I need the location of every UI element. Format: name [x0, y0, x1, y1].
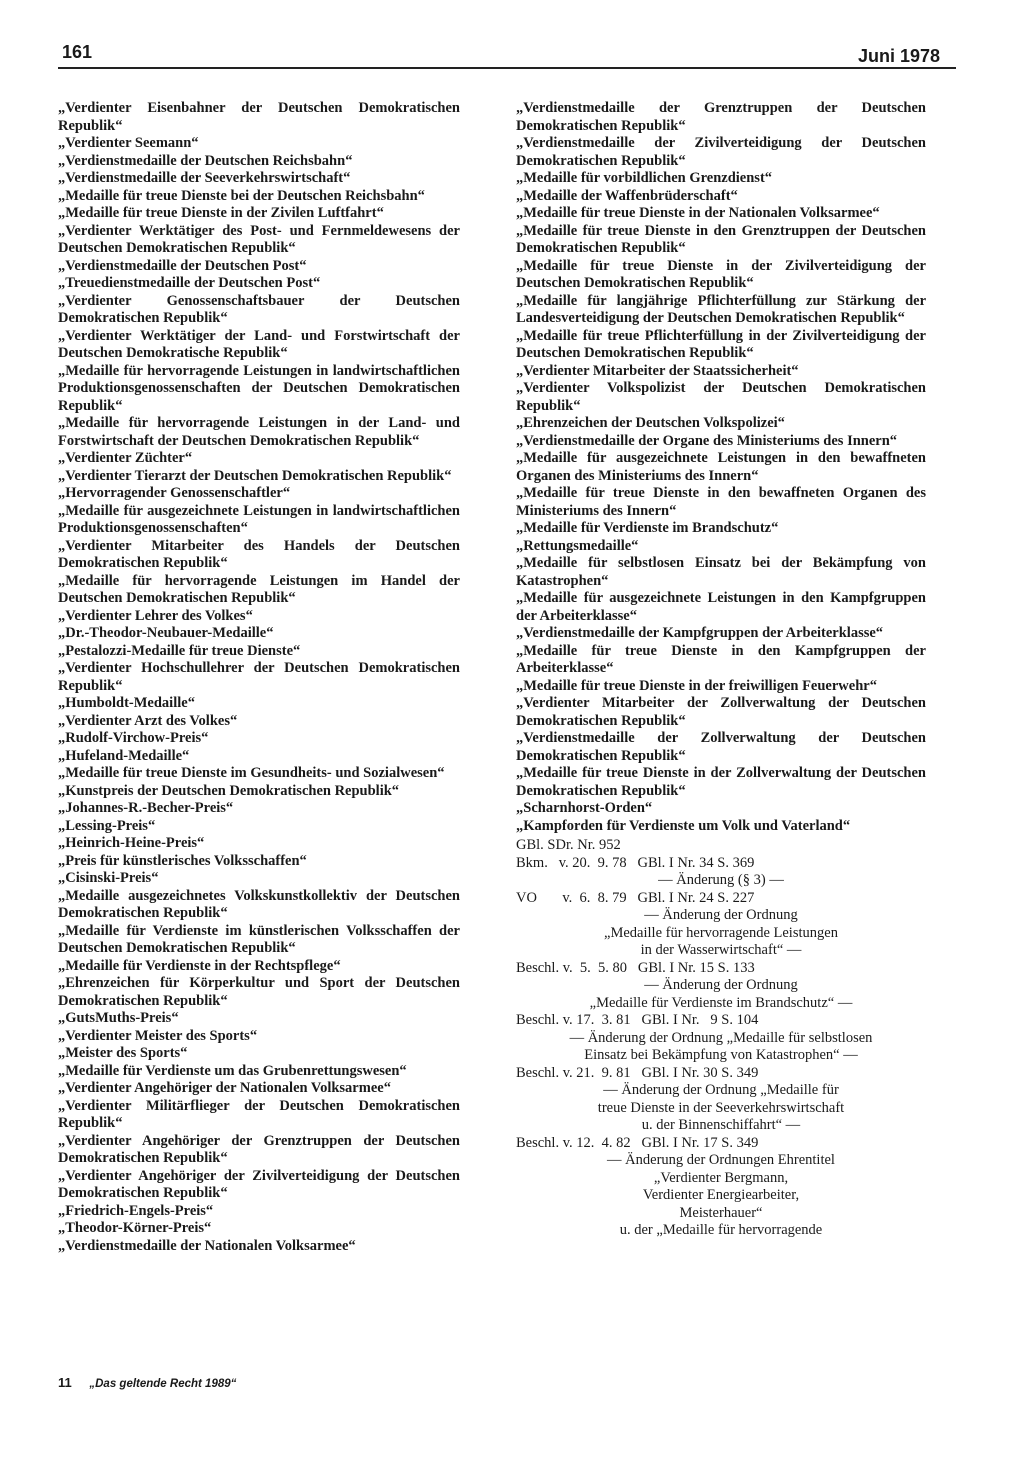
award-title: „Rudolf-Virchow-Preis“ [58, 730, 209, 746]
page-date: Juni 1978 [858, 46, 941, 66]
award-title: „Medaille für treue Dienste in der Zivilverteidigung der Deutschen Demokratischen Republik“ [516, 257, 926, 291]
award-title: „Verdienstmedaille der Zollverwaltung der Deutschen Demokratischen Republik“ [516, 730, 926, 764]
amendment-entry [516, 960, 926, 1013]
footer [58, 1375, 236, 1390]
award-title: „Medaille für treue Dienste in den Grenztruppen der Deutschen Demokratischen Republik“ [516, 222, 926, 256]
sheet-number: 11 [58, 1375, 72, 1390]
award-title: „Hufeland-Medaille“ [58, 747, 190, 764]
award-title: „Verdienter Mitarbeiter der Staatssicherheit“ [516, 362, 799, 379]
award-title: „Verdienstmedaille der Kampfgruppen der Arbeiterklasse“ [516, 625, 884, 641]
award-title: „Medaille ausgezeichnetes Volkskunstkollektiv der Deutschen Demokratischen Republik“ [58, 887, 460, 921]
source-note: „Das geltende Recht 1989“ [89, 1378, 237, 1390]
award-title: „Verdienstmedaille der Nationalen Volksarmee“ [58, 1237, 356, 1254]
award-title: „Verdienstmedaille der Zivilverteidigung der Deutschen Demokratischen Republik“ [516, 135, 926, 169]
award-title: „Medaille der Waffenbrüderschaft“ [516, 187, 738, 204]
award-title: „Pestalozzi-Medaille für treue Dienste“ [58, 642, 301, 659]
award-title: „Meister des Sports“ [58, 1045, 188, 1061]
award-title: „Lessing-Preis“ [58, 817, 156, 834]
award-title: „Verdienstmedaille der Deutschen Reichsbahn“ [58, 152, 353, 169]
amendment-note: — Änderung der Ordnung „Medaille für hervorragende Leistungen in der Wasserwirtschaft“ — [604, 907, 838, 958]
award-title: „Verdienter Arzt des Volkes“ [58, 712, 238, 729]
gazette-reference: GBl. SDr. Nr. 952 [516, 837, 621, 853]
award-title: „Verdienter Mitarbeiter des Handels der Deutschen Demokratischen Republik“ [58, 537, 460, 571]
page-number: 161 [62, 42, 93, 62]
award-title: „Medaille für langjährige Pflichterfüllung zur Stärkung der Landesverteidigung der Deutschen Demokratischen Republik“ [516, 292, 926, 326]
award-title: „Rettungsmedaille“ [516, 537, 639, 554]
amendment-note: — Änderung der Ordnungen Ehrentitel „Verdienter Bergmann, Verdienter Energiearbeiter, Meisterhauer“ u. der „Medaille für hervorragende [607, 1152, 835, 1238]
amendment-list [516, 855, 926, 1240]
award-title: „Medaille für hervorragende Leistungen im Handel der Deutschen Demokratischen Republik“ [58, 572, 460, 606]
amendment-act: Beschl. v. 12. 4. 82 GBl. I Nr. 17 S. 349 [516, 1134, 759, 1151]
award-title: „Verdienter Werktätiger des Post- und Fernmeldewesens der Deutschen Demokratischen Republik“ [58, 222, 460, 256]
award-title: „Theodor-Körner-Preis“ [58, 1220, 212, 1236]
award-title: „Medaille für ausgezeichnete Leistungen in landwirtschaftlichen Produktionsgenossenschaften“ [58, 502, 460, 536]
amendment-note: — Änderung der Ordnung „Medaille für treue Dienste in der Seeverkehrswirtschaft u. der Binnenschiffahrt“ — [597, 1082, 845, 1133]
award-title: „Dr.-Theodor-Neubauer-Medaille“ [58, 625, 274, 641]
amendment-entry [516, 1065, 926, 1135]
award-title: „Verdienstmedaille der Seeverkehrswirtschaft“ [58, 170, 351, 186]
award-title: „Verdienstmedaille der Deutschen Post“ [58, 257, 307, 274]
award-title: „Kampforden für Verdienste um Volk und Vaterland“ [516, 817, 851, 834]
award-title: „Verdienter Angehöriger der Grenztruppen der Deutschen Demokratischen Republik“ [58, 1132, 460, 1166]
award-title: „Verdienter Genossenschaftsbauer der Deutschen Demokratischen Republik“ [58, 292, 460, 326]
award-title: „Medaille für treue Dienste im Gesundheits- und Sozialwesen“ [58, 765, 445, 781]
award-title: „Verdienter Mitarbeiter der Zollverwaltung der Deutschen Demokratischen Republik“ [516, 695, 926, 729]
award-title: „Medaille für ausgezeichnete Leistungen in den bewaffneten Organen des Ministeriums des Innern“ [516, 450, 926, 484]
award-title: „Verdienstmedaille der Organe des Ministeriums des Innern“ [516, 432, 898, 449]
award-title: „Verdienter Werktätiger der Land- und Forstwirtschaft der Deutschen Demokratische Republik“ [58, 327, 460, 361]
award-title: „Medaille für treue Dienste in den bewaffneten Organen des Ministeriums des Innern“ [516, 485, 926, 519]
award-title: „Verdienter Tierarzt der Deutschen Demokratischen Republik“ [58, 467, 452, 484]
amendment-entry [516, 890, 926, 960]
award-title: „Verdienter Züchter“ [58, 450, 193, 466]
amendment-act: Bkm. v. 20. 9. 78 GBl. I Nr. 34 S. 369 [516, 854, 755, 871]
award-title: „Medaille für treue Pflichterfüllung in der Zivilverteidigung der Deutschen Demokratischen Republik“ [516, 327, 926, 361]
award-title: „Verdienter Angehöriger der Nationalen Volksarmee“ [58, 1080, 391, 1096]
amendment-act: Beschl. v. 21. 9. 81 GBl. I Nr. 30 S. 349 [516, 1064, 759, 1081]
reference-block [516, 837, 926, 1240]
award-title: „Johannes-R.-Becher-Preis“ [58, 800, 234, 816]
award-title: „Medaille für hervorragende Leistungen in landwirtschaftlichen Produktionsgenossenschaften der Deutschen Demokratischen Republik“ [58, 362, 460, 414]
amendment-entry [516, 855, 926, 890]
left-column [58, 100, 460, 1255]
award-title: „Treuedienstmedaille der Deutschen Post“ [58, 275, 321, 291]
award-title: „Verdienter Eisenbahner der Deutschen Demokratischen Republik“ [58, 100, 460, 134]
award-title: „Medaille für treue Dienste in der freiwilligen Feuerwehr“ [516, 677, 877, 694]
award-title: „Verdienter Lehrer des Volkes“ [58, 607, 253, 624]
award-title: „Medaille für Verdienste im künstlerischen Volksschaffen der Deutschen Demokratischen Republik“ [58, 922, 460, 956]
award-title: „Kunstpreis der Deutschen Demokratischen Republik“ [58, 782, 400, 799]
amendment-act: VO v. 6. 8. 79 GBl. I Nr. 24 S. 227 [516, 889, 755, 906]
award-title: „Preis für künstlerisches Volksschaffen“ [58, 852, 307, 869]
award-title: „Ehrenzeichen für Körperkultur und Sport der Deutschen Demokratischen Republik“ [58, 975, 460, 1009]
award-title: „Heinrich-Heine-Preis“ [58, 835, 205, 851]
award-title: „Hervorragender Genossenschaftler“ [58, 485, 291, 501]
award-title: „GutsMuths-Preis“ [58, 1010, 179, 1026]
amendment-note: — Änderung der Ordnung „Medaille für Verdienste im Brandschutz“ — [589, 977, 853, 1011]
amendment-note: — Änderung der Ordnung „Medaille für selbstlosen Einsatz bei Bekämpfung von Katastrophen“ — [569, 1029, 873, 1063]
amendment-entry [516, 1135, 926, 1240]
award-title: „Ehrenzeichen der Deutschen Volkspolizei“ [516, 415, 785, 431]
award-title: „Cisinski-Preis“ [58, 870, 159, 886]
amendment-act: Beschl. v. 17. 3. 81 GBl. I Nr. 9 S. 104 [516, 1012, 759, 1028]
award-title: „Verdienter Seemann“ [58, 135, 199, 151]
award-title: „Medaille für treue Dienste in der Zivilen Luftfahrt“ [58, 205, 384, 221]
amendment-entry [516, 1012, 926, 1065]
award-title: „Medaille für vorbildlichen Grenzdienst“ [516, 170, 773, 186]
amendment-note: — Änderung (§ 3) — [658, 872, 784, 888]
header-rule [58, 67, 956, 69]
award-title: „Medaille für Verdienste in der Rechtspflege“ [58, 957, 341, 974]
award-title: „Medaille für treue Dienste in der Zollverwaltung der Deutschen Demokratischen Republik“ [516, 765, 926, 799]
award-title: „Medaille für Verdienste im Brandschutz“ [516, 520, 779, 536]
award-title: „Verdienter Meister des Sports“ [58, 1027, 258, 1044]
award-title: „Medaille für treue Dienste in der Nationalen Volksarmee“ [516, 205, 880, 221]
award-title: „Friedrich-Engels-Preis“ [58, 1202, 214, 1219]
award-title: „Humboldt-Medaille“ [58, 695, 195, 711]
award-title: „Medaille für selbstlosen Einsatz bei der Bekämpfung von Katastrophen“ [516, 555, 926, 589]
award-title: „Medaille für Verdienste um das Grubenrettungswesen“ [58, 1062, 407, 1079]
award-title: „Medaille für ausgezeichnete Leistungen in den Kampfgruppen der Arbeiterklasse“ [516, 590, 926, 624]
award-title: „Verdienter Angehöriger der Zivilverteidigung der Deutschen Demokratischen Republik“ [58, 1167, 460, 1201]
award-title: „Scharnhorst-Orden“ [516, 800, 653, 816]
right-column [516, 100, 926, 835]
award-title: „Medaille für treue Dienste bei der Deutschen Reichsbahn“ [58, 187, 425, 204]
award-title: „Verdienter Militärflieger der Deutschen Demokratischen Republik“ [58, 1097, 460, 1131]
amendment-act: Beschl. v. 5. 5. 80 GBl. I Nr. 15 S. 133 [516, 959, 755, 976]
award-title: „Verdienter Hochschullehrer der Deutschen Demokratischen Republik“ [58, 660, 460, 694]
award-title: „Verdienter Volkspolizist der Deutschen Demokratischen Republik“ [516, 380, 926, 414]
award-title: „Medaille für hervorragende Leistungen in der Land- und Forstwirtschaft der Deutschen Demokratischen Republik“ [58, 415, 460, 449]
award-title: „Medaille für treue Dienste in den Kampfgruppen der Arbeiterklasse“ [516, 642, 926, 676]
award-title: „Verdienstmedaille der Grenztruppen der Deutschen Demokratischen Republik“ [516, 100, 926, 134]
